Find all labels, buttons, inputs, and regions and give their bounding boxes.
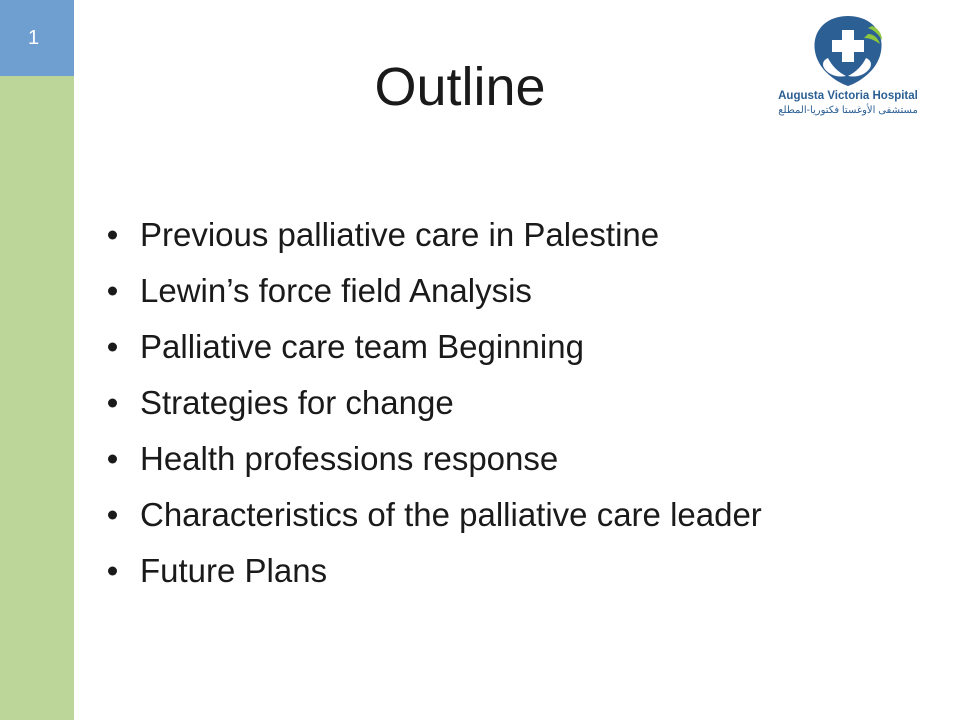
list-item-label: Lewin’s force field Analysis (140, 272, 532, 309)
left-accent-bar-green (0, 0, 74, 720)
bullet-dot-icon (108, 566, 117, 575)
list-item (104, 386, 924, 419)
bullet-dot-icon (108, 230, 117, 239)
list-item (104, 498, 924, 531)
bullet-dot-icon (108, 286, 117, 295)
page-title: Outline (374, 57, 546, 117)
logo-name-arabic: مستشفى الأوغستا فكتوريا-المطلع (778, 105, 918, 116)
list-item-label: Previous palliative care in Palestine (140, 216, 660, 253)
list-item-label: Strategies for change (140, 384, 454, 421)
bullet-dot-icon (108, 454, 117, 463)
list-item (104, 330, 924, 363)
bullet-dot-icon (108, 398, 117, 407)
list-item (104, 274, 924, 307)
list-item-label: Palliative care team Beginning (140, 328, 584, 365)
bullet-dot-icon (108, 342, 117, 351)
bullet-dot-icon (108, 510, 117, 519)
outline-list (104, 218, 924, 610)
list-item (104, 554, 924, 587)
list-item-label: Future Plans (140, 552, 328, 589)
list-item-label: Characteristics of the palliative care leader (140, 496, 762, 533)
logo-name-english: Augusta Victoria Hospital (778, 90, 918, 102)
slide-number: 1 (28, 27, 40, 49)
list-item-label: Health professions response (140, 440, 559, 477)
list-item (104, 218, 924, 251)
list-item (104, 442, 924, 475)
